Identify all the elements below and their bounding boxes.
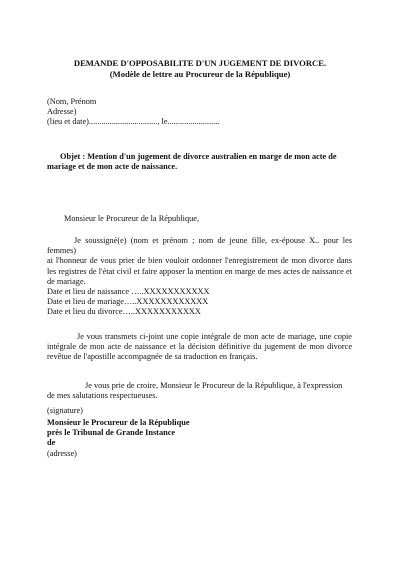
request-paragraph	[47, 236, 352, 318]
sender-address-line: Adresse)	[47, 107, 77, 117]
closing-paragraph: Je vous prie de croire, Monsieur le Procureur de la République, à l'expression de mes salutations respectueuses.	[47, 381, 343, 401]
sender-block	[47, 97, 347, 128]
recipient-address: (adresse)	[47, 448, 77, 458]
recipient-block	[47, 418, 190, 459]
request-intro: Je soussigné(e) (nom et prénom ; nom de jeune fille, ex-épouse X.. pour les femmes)	[47, 236, 352, 256]
birth-date-place: Date et lieu de naissance …..XXXXXXXXXXX	[47, 287, 210, 297]
recipient-city: de	[47, 438, 56, 448]
sender-name-line: (Nom, Prénom	[47, 97, 97, 106]
signature-placeholder: (signature)	[47, 406, 83, 415]
recipient-court: près le Tribunal de Grande Instance	[47, 428, 176, 438]
subject-line: Objet : Mention d'un jugement de divorce australien en marge de mon acte de mariage et de mon acte de naissance.	[47, 152, 337, 172]
salutation: Monsieur le Procureur de la République,	[64, 214, 200, 223]
marriage-date-place: Date et lieu de mariage…..XXXXXXXXXXXX	[47, 297, 209, 307]
recipient-title: Monsieur le Procureur de la République	[47, 418, 190, 427]
document-title	[40, 58, 360, 79]
attachments-paragraph: Je vous transmets ci-joint une copie intégrale de mon acte de mariage, une copie intégrale de mon acte de naissance et la décision définitive du jugement de mon divorce revêtue de l'apostille accompagnée de sa traduction en français.	[47, 332, 352, 362]
title-line-1: DEMANDE D'OPPOSABILITE D'UN JUGEMENT DE DIVORCE.	[73, 58, 327, 68]
sender-place-date-line: (lieu et date)................................., le.........................	[47, 117, 220, 127]
title-line-2: (Modèle de lettre au Procureur de la République)	[109, 68, 291, 79]
divorce-date-place: Date et lieu du divorce…..XXXXXXXXXXX	[47, 307, 201, 317]
request-body: ai l'honneur de vous prier de bien vouloir ordonner l'enregistrement de mon divorce dans les registres de l'état civil et faire apposer la mention en marge de mes actes de naissance et de mariage.	[47, 256, 352, 286]
